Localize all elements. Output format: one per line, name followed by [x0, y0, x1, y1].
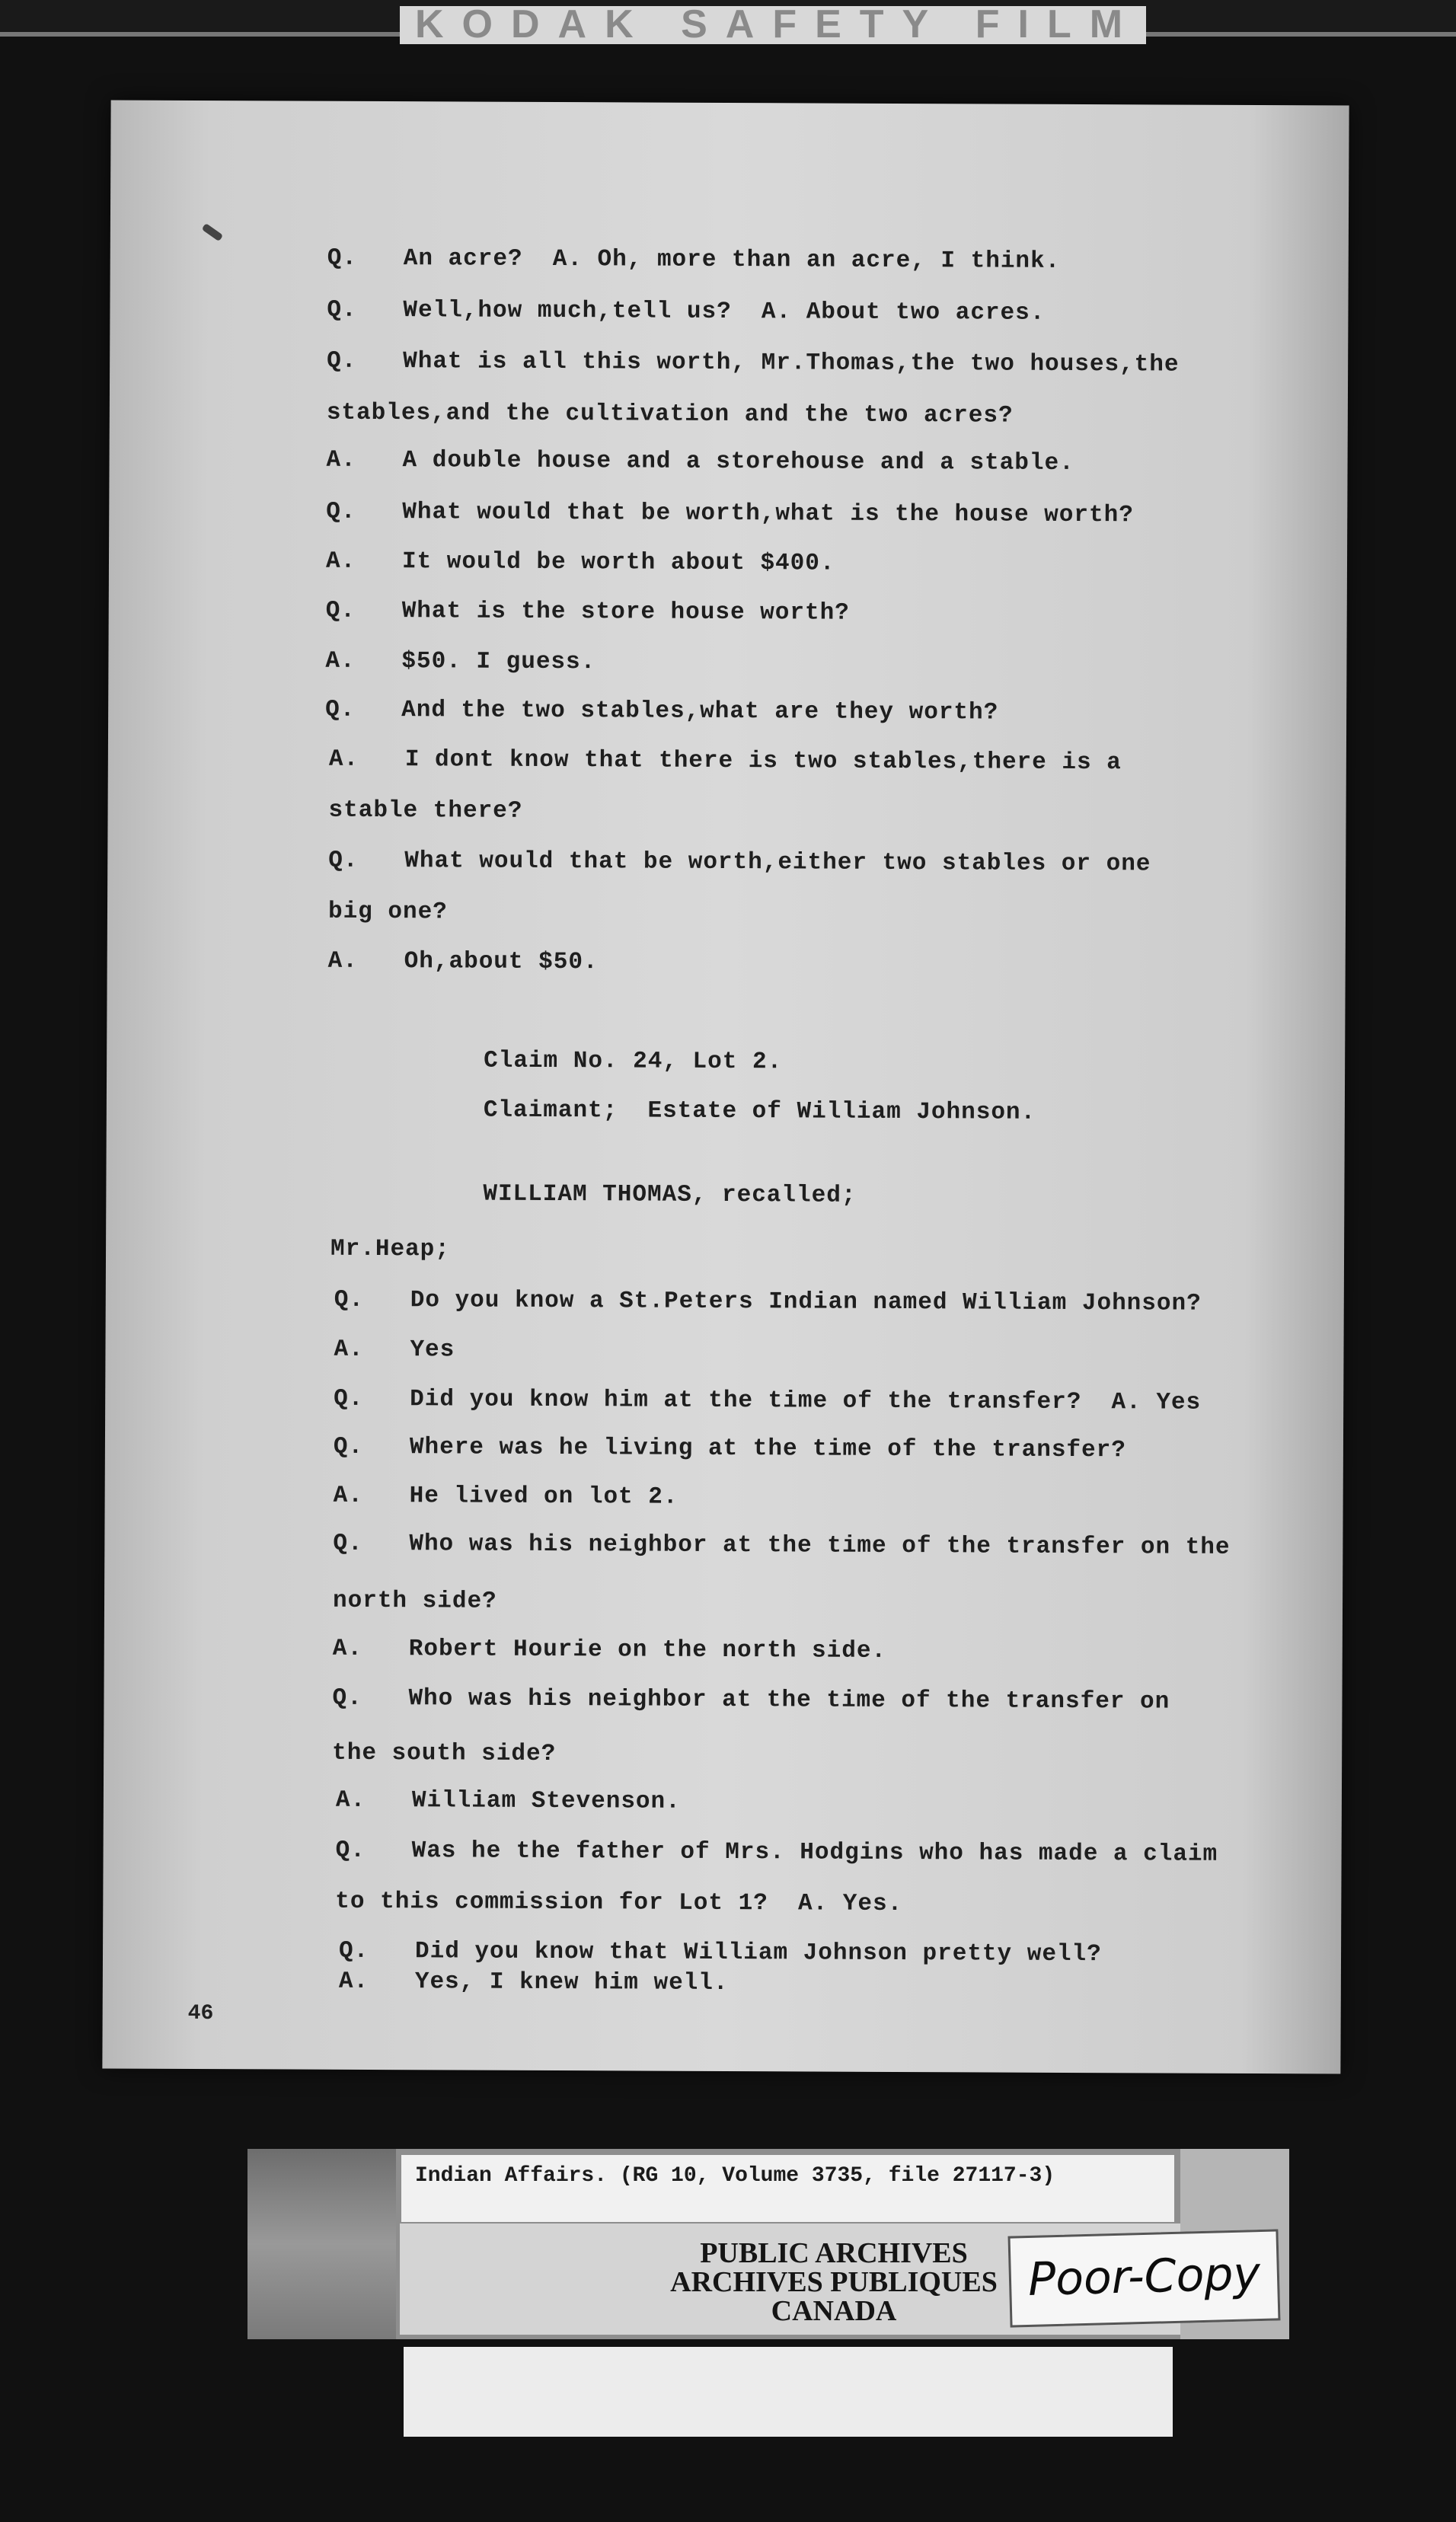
archives-english: PUBLIC ARCHIVES — [700, 2237, 968, 2269]
claimant-line: Claimant; Estate of William Johnson. — [483, 1097, 1036, 1126]
text-line: Q. What would that be worth,what is the house worth? — [326, 498, 1134, 529]
text-line: Q. Did you know him at the time of the transfer? A. Yes — [334, 1385, 1202, 1416]
text-line: Q. Who was his neighbor at the time of the transfer on the — [333, 1530, 1231, 1561]
text-line: Q. Did you know that William Johnson pretty well? — [338, 1937, 1102, 1968]
text-line: north side? — [332, 1587, 497, 1615]
text-line: A. He lived on lot 2. — [333, 1482, 679, 1511]
text-line: stables,and the cultivation and the two acres? — [326, 399, 1014, 429]
text-line: Q. Do you know a St.Peters Indian named William Johnson? — [334, 1286, 1202, 1317]
film-edge-label: KODAK SAFETY FILM — [400, 6, 1146, 44]
archives-country: CANADA — [771, 2295, 897, 2327]
text-line: Q. What is all this worth, Mr.Thomas,the two houses,the — [327, 347, 1180, 378]
text-line: the south side? — [332, 1739, 557, 1768]
text-line: Q. What is the store house worth? — [325, 597, 850, 627]
text-line: Q. An acre? A. Oh, more than an acre, I think. — [327, 244, 1061, 275]
text-line: A. A double house and a storehouse and a stable. — [326, 446, 1074, 477]
text-line: to this commission for Lot 1? A. Yes. — [335, 1888, 903, 1918]
text-line: A. Yes — [334, 1336, 455, 1364]
text-line: A. Robert Hourie on the north side. — [332, 1635, 887, 1665]
archive-reference: Indian Affairs. (RG 10, Volume 3735, file 27117-3) — [401, 2155, 1174, 2222]
page-number: 46 — [187, 2001, 214, 2026]
document-page — [102, 100, 1349, 2073]
archive-label — [247, 2149, 1289, 2339]
tag-bottom-strip — [404, 2347, 1173, 2437]
examiner-line: Mr.Heap; — [330, 1235, 450, 1263]
tag-tape-left — [247, 2149, 396, 2339]
text-line: Q. Who was his neighbor at the time of the transfer on — [332, 1684, 1170, 1716]
text-line: A. Yes, I knew him well. — [338, 1968, 729, 1997]
text-line: A. $50. I guess. — [325, 647, 596, 676]
text-line: big one? — [327, 898, 448, 926]
text-line: Q. Was he the father of Mrs. Hodgins who has made a claim — [335, 1837, 1218, 1868]
text-line: A. Oh,about $50. — [327, 947, 599, 976]
claim-heading: Claim No. 24, Lot 2. — [484, 1047, 783, 1076]
archives-french: ARCHIVES PUBLIQUES — [670, 2266, 998, 2298]
text-line: Q. And the two stables,what are they worth? — [325, 696, 999, 726]
witness-line: WILLIAM THOMAS, recalled; — [483, 1180, 857, 1209]
poor-copy-stamp: Poor-Copy — [1007, 2229, 1280, 2327]
scan-speck — [202, 223, 224, 241]
text-line: Q. Well,how much,tell us? A. About two acres. — [327, 296, 1046, 327]
film-edge-strip — [0, 0, 1456, 44]
text-line: Q. What would that be worth,either two stables or one — [328, 847, 1151, 878]
text-line: A. William Stevenson. — [335, 1786, 681, 1815]
archives-stamp — [621, 2239, 1047, 2326]
text-line: Q. Where was he living at the time of the transfer? — [333, 1433, 1126, 1464]
text-line: A. I dont know that there is two stables,there is a — [328, 745, 1122, 777]
text-line: A. It would be worth about $400. — [325, 547, 835, 577]
text-line: stable there? — [328, 797, 523, 825]
